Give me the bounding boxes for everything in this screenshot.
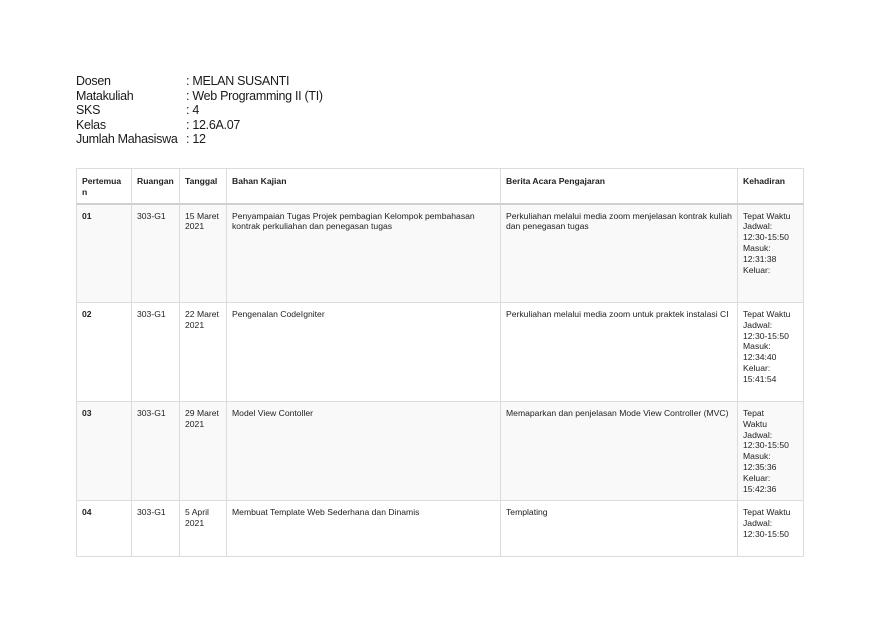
table-header-row (77, 169, 804, 204)
cell-pertemuan: 03 (77, 402, 132, 501)
column-header-pertemuan: Pertemuan (77, 169, 132, 204)
kehadiran-line: Tepat Waktu (743, 309, 791, 320)
kehadiran-line: Jadwal: 12:30-15:50 (743, 221, 789, 243)
cell-bahan-kajian: Model View Contoller (227, 402, 501, 501)
cell-ruangan: 303-G1 (132, 501, 180, 557)
cell-pertemuan: 01 (77, 204, 132, 303)
info-label: Matakuliah (76, 88, 134, 103)
info-value: : MELAN SUSANTI (186, 74, 289, 89)
info-row-jumlah-mahasiswa (76, 132, 323, 147)
column-header-bahan-kajian: Bahan Kajian (227, 169, 501, 204)
info-row-sks (76, 103, 323, 118)
kehadiran-line: Tepat (743, 408, 765, 419)
kehadiran-line: Jadwal: 12:30-15:50 (743, 429, 789, 451)
table-row (77, 204, 804, 303)
info-row-kelas (76, 118, 323, 133)
kehadiran-line: Masuk: 12:35:36 (743, 451, 777, 473)
info-value: : 12.6A.07 (186, 118, 240, 133)
table-row (77, 402, 804, 501)
kehadiran-line: Masuk: 12:34:40 (743, 341, 777, 363)
cell-kehadiran (738, 204, 804, 303)
info-label: Kelas (76, 117, 106, 132)
info-value: : 4 (186, 103, 199, 118)
cell-ruangan: 303-G1 (132, 204, 180, 303)
column-header-tanggal: Tanggal (180, 169, 227, 204)
cell-bahan-kajian: Membuat Template Web Sederhana dan Dinamis (227, 501, 501, 557)
kehadiran-line: Tepat Waktu (743, 507, 791, 518)
course-info (76, 74, 323, 147)
cell-pertemuan: 02 (77, 303, 132, 402)
column-header-kehadiran: Kehadiran (738, 169, 804, 204)
cell-berita-acara: Perkuliahan melalui media zoom menjelasan kontrak kuliah dan penegasan tugas (501, 204, 738, 303)
info-label: SKS (76, 103, 101, 118)
table-row (77, 501, 804, 557)
kehadiran-line: Jadwal: 12:30-15:50 (743, 319, 789, 341)
info-value: : 12 (186, 132, 206, 147)
column-header-berita-acara: Berita Acara Pengajaran (501, 169, 738, 204)
cell-kehadiran (738, 303, 804, 402)
cell-tanggal: 29 Maret 2021 (180, 402, 227, 501)
cell-tanggal: 5 April 2021 (180, 501, 227, 557)
cell-ruangan: 303-G1 (132, 303, 180, 402)
info-label: Jumlah Mahasiswa (76, 132, 178, 147)
cell-pertemuan: 04 (77, 501, 132, 557)
table-row (77, 303, 804, 402)
info-row-dosen (76, 74, 323, 89)
cell-berita-acara: Templating (501, 501, 738, 557)
kehadiran-line: Keluar: 15:41:54 (743, 363, 777, 384)
kehadiran-line: Jadwal: 12:30-15:50 (743, 518, 789, 540)
column-header-ruangan: Ruangan (132, 169, 180, 204)
cell-bahan-kajian: Pengenalan CodeIgniter (227, 303, 501, 402)
cell-ruangan: 303-G1 (132, 402, 180, 501)
attendance-table (76, 168, 804, 557)
cell-tanggal: 22 Maret 2021 (180, 303, 227, 402)
cell-bahan-kajian: Penyampaian Tugas Projek pembagian Kelompok pembahasan kontrak perkuliahan dan penegasan tugas (227, 204, 501, 303)
kehadiran-line: Keluar: (743, 264, 771, 275)
kehadiran-line: Tepat Waktu (743, 210, 791, 221)
cell-berita-acara: Perkuliahan melalui media zoom untuk praktek instalasi CI (501, 303, 738, 402)
kehadiran-line: Keluar: 15:42:36 (743, 472, 777, 494)
info-value: : Web Programming II (TI) (186, 89, 323, 104)
cell-kehadiran (738, 501, 804, 557)
cell-kehadiran (738, 402, 804, 501)
kehadiran-line: Waktu (743, 418, 768, 429)
kehadiran-line: Masuk: 12:31:38 (743, 242, 777, 264)
cell-berita-acara: Memaparkan dan penjelasan Mode View Controller (MVC) (501, 402, 738, 501)
cell-tanggal: 15 Maret 2021 (180, 204, 227, 303)
info-row-matakuliah (76, 89, 323, 104)
info-label: Dosen (76, 74, 111, 88)
